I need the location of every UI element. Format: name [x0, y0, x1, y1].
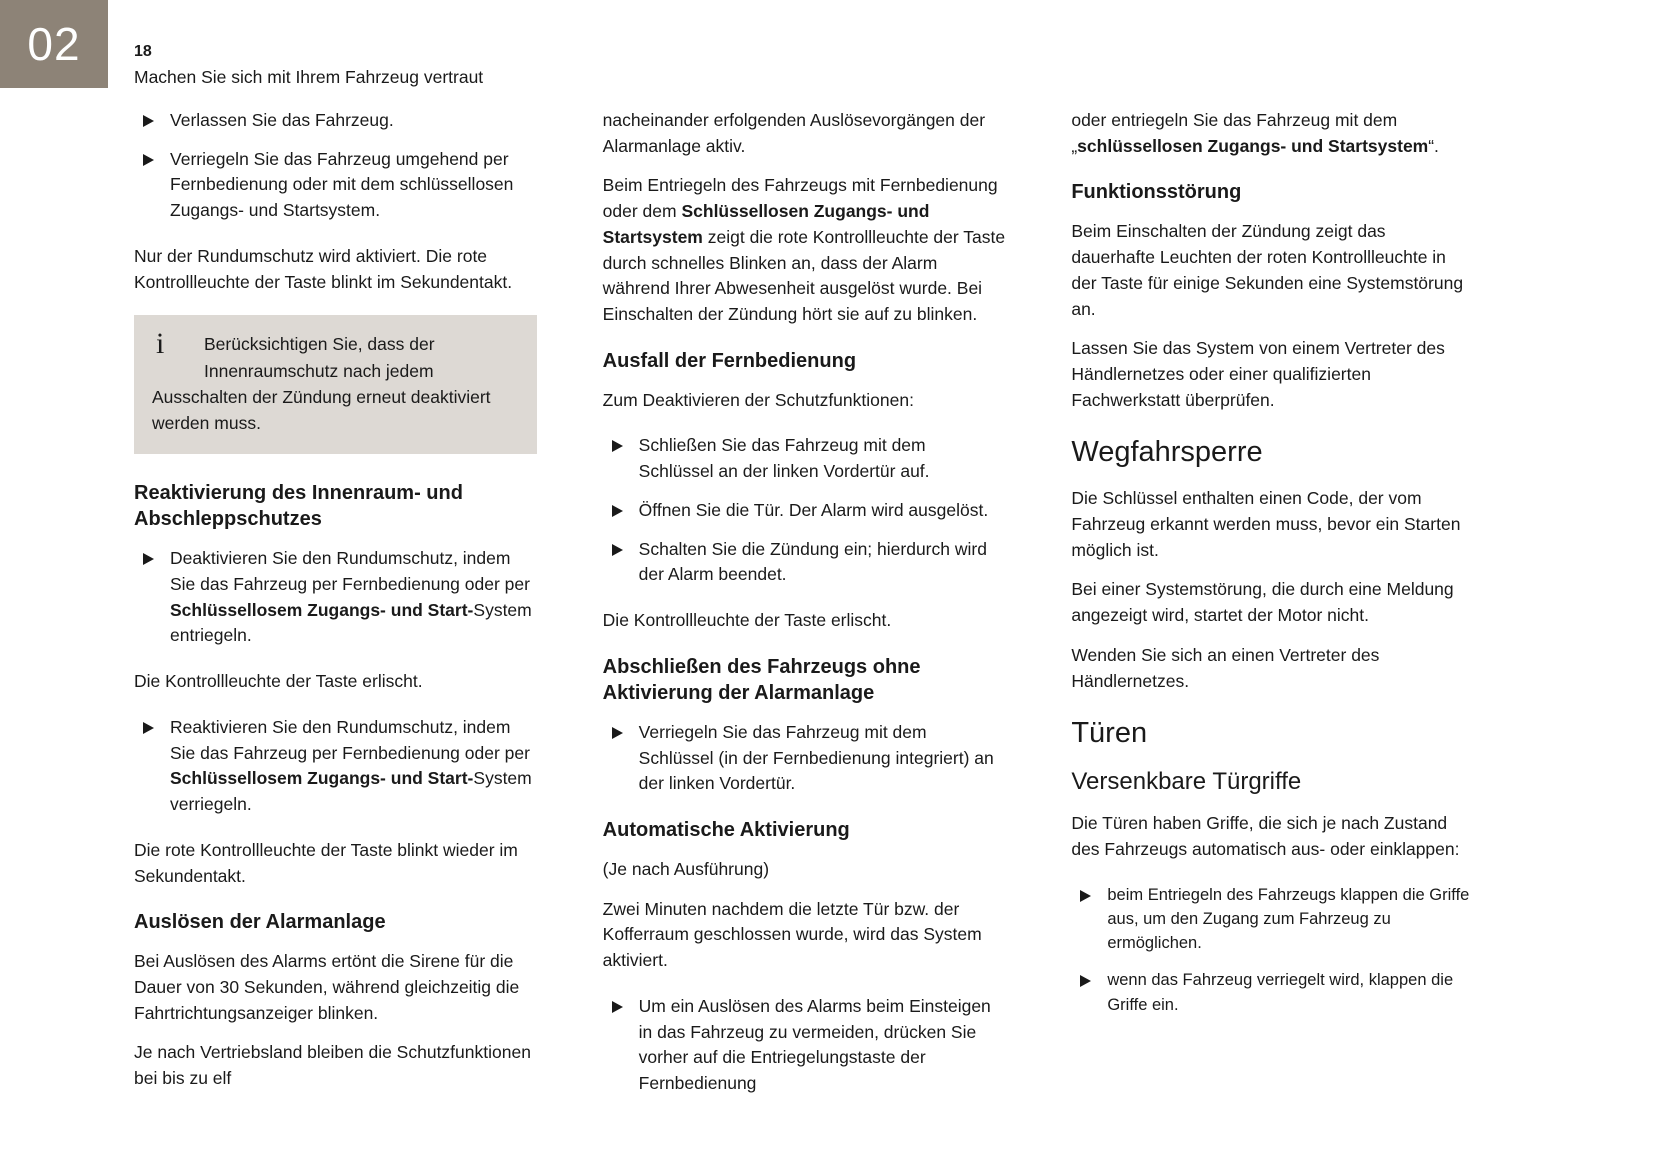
triangle-bullet-icon [143, 553, 154, 565]
chapter-number: 02 [27, 18, 81, 70]
info-icon: i [156, 327, 165, 361]
list-item [603, 498, 1006, 524]
bullet-list-reaktivieren [134, 715, 537, 818]
triangle-bullet-icon [612, 544, 623, 556]
heading-tueren: Türen [1071, 717, 1148, 750]
heading-reaktivierung: Reaktivierung des Innenraum- und Abschleppschutzes [134, 482, 463, 531]
content-columns [134, 108, 1474, 1117]
list-item-text: Verriegeln Sie das Fahrzeug umgehend per Fernbedienung oder mit dem schlüssellosen Zugangs- und Startsystem. [170, 148, 514, 221]
heading-funktionsstoerung: Funktionsstörung [1071, 181, 1242, 204]
page-number: 18 [134, 43, 152, 60]
paragraph-continuation-2: oder entriegeln Sie das Fahrzeug mit dem „schlüssellosen Zugangs- und Startsystem“. [1071, 110, 1439, 156]
column-2 [603, 108, 1006, 1117]
list-item-text: wenn das Fahrzeug verriegelt wird, klappen die Griffe ein. [1107, 971, 1454, 1014]
list-item-text: beim Entriegeln des Fahrzeugs klappen die Griffe aus, um den Zugang zum Fahrzeug zu ermöglichen. [1107, 885, 1470, 953]
bullet-list-einsteigen [603, 994, 1006, 1097]
paragraph-rundumschutz: Nur der Rundumschutz wird aktiviert. Die rote Kontrollleuchte der Taste blinkt im Sekundentakt. [134, 245, 513, 292]
paragraph-vertriebsland: Je nach Vertriebsland bleiben die Schutzfunktionen bei bis zu elf [134, 1042, 531, 1089]
column-3 [1071, 108, 1474, 1117]
paragraph-blinkt: Die rote Kontrollleuchte der Taste blinkt wieder im Sekundentakt. [134, 839, 518, 886]
list-item [1071, 968, 1474, 1017]
paragraph-erlischt-2: Die Kontrollleuchte der Taste erlischt. [602, 610, 892, 631]
chapter-tab [0, 0, 108, 88]
paragraph-griffe: Die Türen haben Griffe, die sich je nach Zustand des Fahrzeugs automatisch aus- oder einklappen: [1071, 813, 1460, 859]
list-item [603, 720, 1006, 797]
triangle-bullet-icon [612, 727, 623, 739]
heading-abschliessen: Abschließen des Fahrzeugs ohne Aktivierung der Alarmanlage [602, 655, 921, 704]
list-item [134, 108, 537, 134]
heading-ausloesen: Auslösen der Alarmanlage [134, 911, 386, 934]
paragraph-schluessel: Die Schlüssel enthalten einen Code, der vom Fahrzeug erkannt werden muss, bevor ein Starten möglich ist. [1071, 488, 1461, 560]
note-line-1: Berücksichtigen Sie, dass der [204, 334, 435, 355]
paragraph-continuation-1: nacheinander erfolgenden Auslösevorgängen der Alarmanlage aktiv. [602, 110, 986, 156]
bullet-list-top [134, 108, 537, 224]
list-item-text: Schließen Sie das Fahrzeug mit dem Schlüssel an der linken Vordertür auf. [638, 435, 930, 482]
paragraph-ausfuehrung: (Je nach Ausführung) [602, 858, 770, 879]
triangle-bullet-icon [143, 722, 154, 734]
triangle-bullet-icon [143, 154, 154, 166]
bullet-list-griffe [1071, 883, 1474, 1017]
list-item [134, 147, 537, 224]
heading-wegfahrsperre: Wegfahrsperre [1071, 436, 1263, 469]
heading-automatische-aktivierung: Automatische Aktivierung [602, 818, 850, 841]
paragraph-wenden-sie-sich: Wenden Sie sich an einen Vertreter des Händlernetzes. [1071, 644, 1380, 691]
list-item [134, 546, 537, 649]
paragraph-systemstoerung: Bei einer Systemstörung, die durch eine Meldung angezeigt wird, startet der Motor nicht. [1071, 579, 1454, 626]
bullet-list-verriegeln [603, 720, 1006, 797]
triangle-bullet-icon [1080, 975, 1091, 987]
note-box [134, 315, 537, 454]
paragraph-zwei-minuten: Zwei Minuten nachdem die letzte Tür bzw. der Kofferraum geschlossen wurde, wird das System aktiviert. [602, 898, 982, 971]
paragraph-lassen-sie: Lassen Sie das System von einem Vertreter des Händlernetzes oder einer qualifizierten Fachwerkstatt überprüfen. [1071, 338, 1445, 410]
triangle-bullet-icon [612, 1001, 623, 1013]
chapter-title: Machen Sie sich mit Ihrem Fahrzeug vertraut [134, 67, 484, 88]
list-item [603, 537, 1006, 588]
triangle-bullet-icon [1080, 890, 1091, 902]
paragraph-ausloesen: Bei Auslösen des Alarms ertönt die Sirene für die Dauer von 30 Sekunden, während gleichzeitig die Fahrtrichtungsanzeiger blinken. [134, 951, 520, 1023]
column-1 [134, 108, 537, 1117]
list-item-text: Öffnen Sie die Tür. Der Alarm wird ausgelöst. [638, 499, 989, 520]
list-item-text: Schalten Sie die Zündung ein; hierdurch wird der Alarm beendet. [638, 538, 987, 585]
heading-versenkbare-tuergriffe: Versenkbare Türgriffe [1071, 768, 1302, 796]
list-item [1071, 883, 1474, 956]
triangle-bullet-icon [143, 115, 154, 127]
list-item [603, 433, 1006, 484]
list-item-text: Verlassen Sie das Fahrzeug. [170, 110, 394, 130]
note-line-rest: Ausschalten der Zündung erneut deaktiviert werden muss. [152, 386, 491, 434]
list-item-text: Um ein Auslösen des Alarms beim Einsteigen in das Fahrzeug zu vermeiden, drücken Sie vorher auf die Entriegelungstaste der Fernbedienung [638, 995, 991, 1093]
list-item [603, 994, 1006, 1097]
heading-ausfall-fernbedienung: Ausfall der Fernbedienung [602, 349, 857, 372]
bullet-list-ausfall [603, 433, 1006, 588]
paragraph-zuendung: Beim Einschalten der Zündung zeigt das dauerhafte Leuchten der roten Kontrollleuchte in der Taste für einige Sekunden eine Systemstörung an. [1071, 221, 1464, 319]
note-line-2: Innenraumschutz nach jedem [204, 360, 434, 381]
paragraph-deaktivieren: Zum Deaktivieren der Schutzfunktionen: [602, 389, 914, 410]
page-header [134, 42, 1454, 88]
bullet-list-deaktivieren [134, 546, 537, 649]
triangle-bullet-icon [612, 505, 623, 517]
list-item-text: Verriegeln Sie das Fahrzeug mit dem Schlüssel (in der Fernbedienung integriert) an der linken Vordertür. [638, 721, 994, 794]
list-item [134, 715, 537, 818]
list-item-text: Deaktivieren Sie den Rundumschutz, indem Sie das Fahrzeug per Fernbedienung oder per Schlüssellosem Zugangs- und Start-System entriegeln. [170, 548, 532, 646]
list-item-text: Reaktivieren Sie den Rundumschutz, indem Sie das Fahrzeug per Fernbedienung oder per Schlüssellosem Zugangs- und Start-System verriegeln. [170, 716, 532, 815]
paragraph-entriegeln: Beim Entriegeln des Fahrzeugs mit Fernbedienung oder dem Schlüssellosen Zugangs- und Startsystem zeigt die rote Kontrollleuchte der Taste durch schnelles Blinken an, dass der Alarm während Ihrer Abwesenheit ausgelöst wurde. Bei Einschalten der Zündung hört sie auf zu blinken. [602, 175, 1006, 325]
paragraph-erlischt-1: Die Kontrollleuchte der Taste erlischt. [134, 671, 423, 692]
triangle-bullet-icon [612, 440, 623, 452]
